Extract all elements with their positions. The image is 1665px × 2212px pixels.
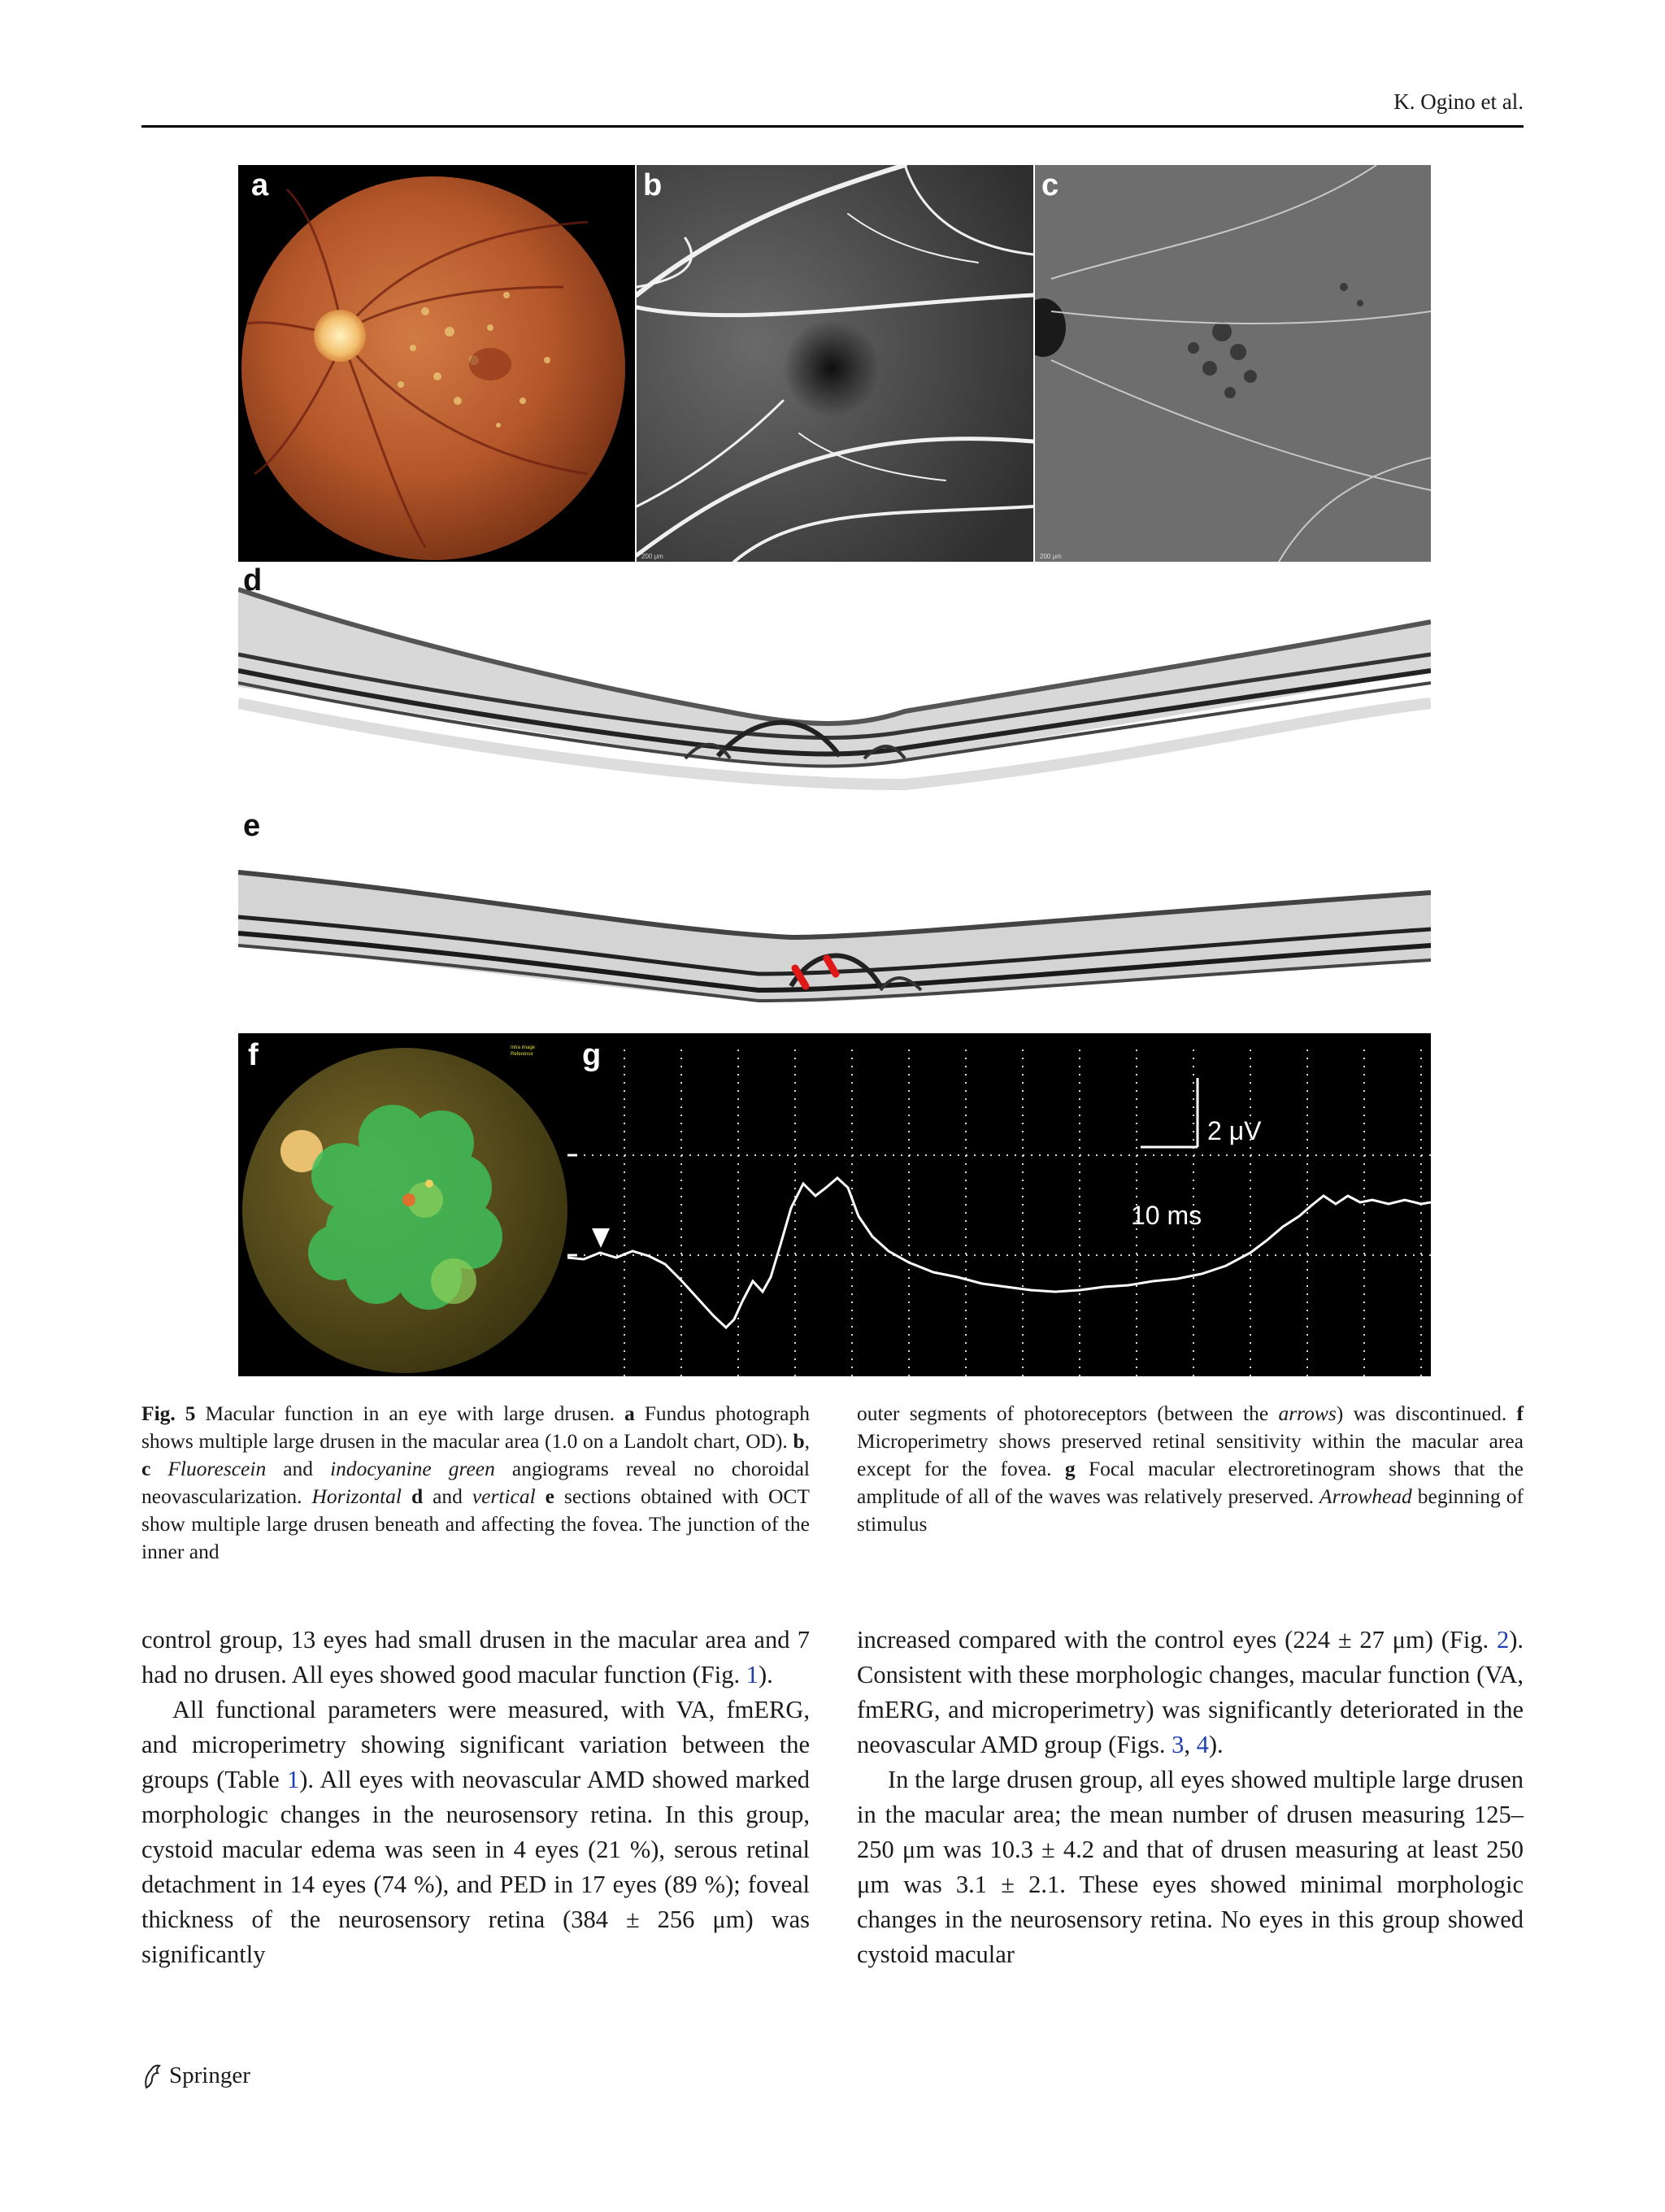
panel-a-fundus-photo — [238, 165, 635, 562]
body-paragraph — [141, 1623, 810, 1693]
caption-text: Microperimetry shows preserved retinal sensitivity within the macular area except for the fovea. — [857, 1429, 1524, 1480]
springer-horse-icon — [141, 2063, 163, 2089]
caption-text: beginning of stimulus — [857, 1484, 1524, 1536]
caption-ref-c: c — [141, 1457, 151, 1480]
body-text: All functional parameters were measured, with VA, fmERG, and microperimetry showing significant variation between the groups (Table — [141, 1696, 810, 1793]
figure-caption-left — [141, 1400, 810, 1566]
header-rule — [141, 125, 1524, 128]
erg-time-scale: 10 ms — [1131, 1201, 1202, 1230]
caption-ref-g: g — [1064, 1457, 1076, 1480]
fig-4-link[interactable]: 4 — [1196, 1731, 1209, 1758]
fluorescein-image — [637, 165, 1033, 562]
caption-text: Macular function in an eye with large drusen. — [195, 1402, 624, 1425]
caption-text: , — [804, 1429, 810, 1453]
body-text: ). Consistent with these morphologic changes, macular function (VA, fmERG, and microperimetry) was significantly deteriorated in the neovascular AMD group (Figs. — [857, 1626, 1524, 1758]
caption-ref-f: f — [1516, 1402, 1524, 1425]
caption-italic: indocyanine green — [330, 1457, 495, 1480]
oct-horizontal-image — [238, 565, 1431, 809]
erg-waveform — [567, 1178, 1431, 1328]
erg-amplitude-scale: 2 μV — [1207, 1116, 1262, 1145]
body-text: control group, 13 eyes had small drusen in the macular area and 7 had no drusen. All eyes showed good macular function (Fig. — [141, 1626, 810, 1688]
body-text: ). — [1208, 1731, 1224, 1758]
fig-2-link[interactable]: 2 — [1496, 1626, 1510, 1654]
body-text: ). All eyes with neovascular AMD showed marked morphologic changes in the neurosensory retina. In this group, cystoid macular edema was seen in 4 eyes (21 %), serous retinal detachment in 14 eyes (74 %), and PED in 17 eyes (89 %); foveal thickness of the neurosensory retina (384 ± 256 μm) was significantly — [141, 1766, 810, 1968]
panel-e-vertical-oct — [238, 815, 1431, 1019]
caption-text — [150, 1457, 167, 1480]
body-paragraph: In the large drusen group, all eyes showed multiple large drusen in the macular area; the mean number of drusen measuring 125–250 μm was 10.3 ± 4.2 and that of drusen measuring at least 250 μm was 3.1 ± 2.1. These eyes showed minimal morphologic changes in the neurosensory retina. No eyes in this group showed cystoid macular — [857, 1766, 1524, 1968]
caption-italic: vertical — [472, 1484, 536, 1508]
panel-g-focal-macular-erg — [567, 1033, 1431, 1376]
fundus-image — [238, 165, 635, 562]
caption-text: outer segments of photoreceptors (between the — [857, 1402, 1279, 1425]
figure-caption-right — [857, 1400, 1524, 1538]
body-paragraph — [141, 1693, 810, 1972]
microperimetry-image — [238, 1033, 567, 1376]
caption-text: angiograms reveal no choroidal neovascularization. — [141, 1457, 810, 1508]
caption-text — [402, 1484, 411, 1508]
caption-text: and — [423, 1484, 472, 1508]
caption-ref-a: a — [624, 1402, 635, 1425]
body-text: increased compared with the control eyes (224 ± 27 μm) (Fig. — [857, 1626, 1497, 1654]
fig-1-link[interactable]: 1 — [746, 1661, 759, 1688]
body-column-left — [141, 1623, 810, 1972]
erg-trace — [567, 1033, 1431, 1376]
erg-scale-bar — [1141, 1078, 1198, 1147]
publisher-name: Springer — [169, 2062, 250, 2088]
icg-image — [1035, 165, 1431, 562]
panel-label-a: a — [251, 168, 269, 202]
panel-label-f: f — [248, 1038, 259, 1072]
panel-b-fluorescein-angiogram — [637, 165, 1033, 562]
panel-d-horizontal-oct — [238, 565, 1431, 809]
stimulus-arrowhead — [592, 1228, 610, 1248]
caption-ref-d: d — [411, 1484, 424, 1508]
body-paragraph — [857, 1623, 1524, 1762]
panel-f-microperimetry — [238, 1033, 567, 1376]
caption-italic: Horizontal — [311, 1484, 402, 1508]
scale-bar-label-c: 200 μm — [1040, 553, 1062, 560]
caption-text: Fundus photograph shows multiple large drusen in the macular area (1.0 on a Landolt chart, OD). — [141, 1402, 811, 1453]
caption-text: sections obtained with OCT show multiple large drusen beneath and affecting the fovea. The junction of the inner and — [141, 1484, 811, 1563]
caption-ref-b: b — [793, 1429, 805, 1453]
panel-c-icg-angiogram — [1035, 165, 1431, 562]
table-1-link[interactable]: 1 — [286, 1766, 300, 1793]
panel-label-d: d — [243, 565, 263, 598]
body-column-right — [857, 1623, 1524, 1972]
microperimetry-legend — [511, 1045, 535, 1058]
caption-label: Fig. 5 — [141, 1402, 196, 1425]
caption-italic: arrows — [1278, 1402, 1337, 1425]
oct-vertical-image — [238, 815, 1431, 1019]
scale-bar-label-b: 200 μm — [641, 553, 663, 560]
running-head: K. Ogino et al. — [1393, 89, 1524, 114]
figure-5 — [238, 165, 1431, 1376]
panel-label-c: c — [1041, 168, 1059, 202]
body-text: , — [1184, 1731, 1197, 1758]
legend-line-2: Reference — [510, 1052, 533, 1057]
caption-text: Focal macular electroretinogram shows that the amplitude of all of the waves was relatively preserved. — [857, 1457, 1524, 1508]
panel-label-e: e — [243, 815, 261, 843]
panel-label-g: g — [582, 1038, 602, 1072]
body-text: ). — [758, 1661, 773, 1688]
page-footer — [141, 2062, 250, 2089]
panel-label-b: b — [643, 168, 663, 202]
caption-text: ) was discontinued. — [1336, 1402, 1517, 1425]
caption-ref-e: e — [545, 1484, 554, 1508]
caption-italic: Arrowhead — [1319, 1484, 1412, 1508]
legend-line-1: Intra image — [510, 1045, 535, 1050]
caption-italic: Fluorescein — [167, 1457, 267, 1480]
caption-text: and — [266, 1457, 331, 1480]
fig-3-link[interactable]: 3 — [1172, 1731, 1185, 1758]
caption-text — [536, 1484, 546, 1508]
